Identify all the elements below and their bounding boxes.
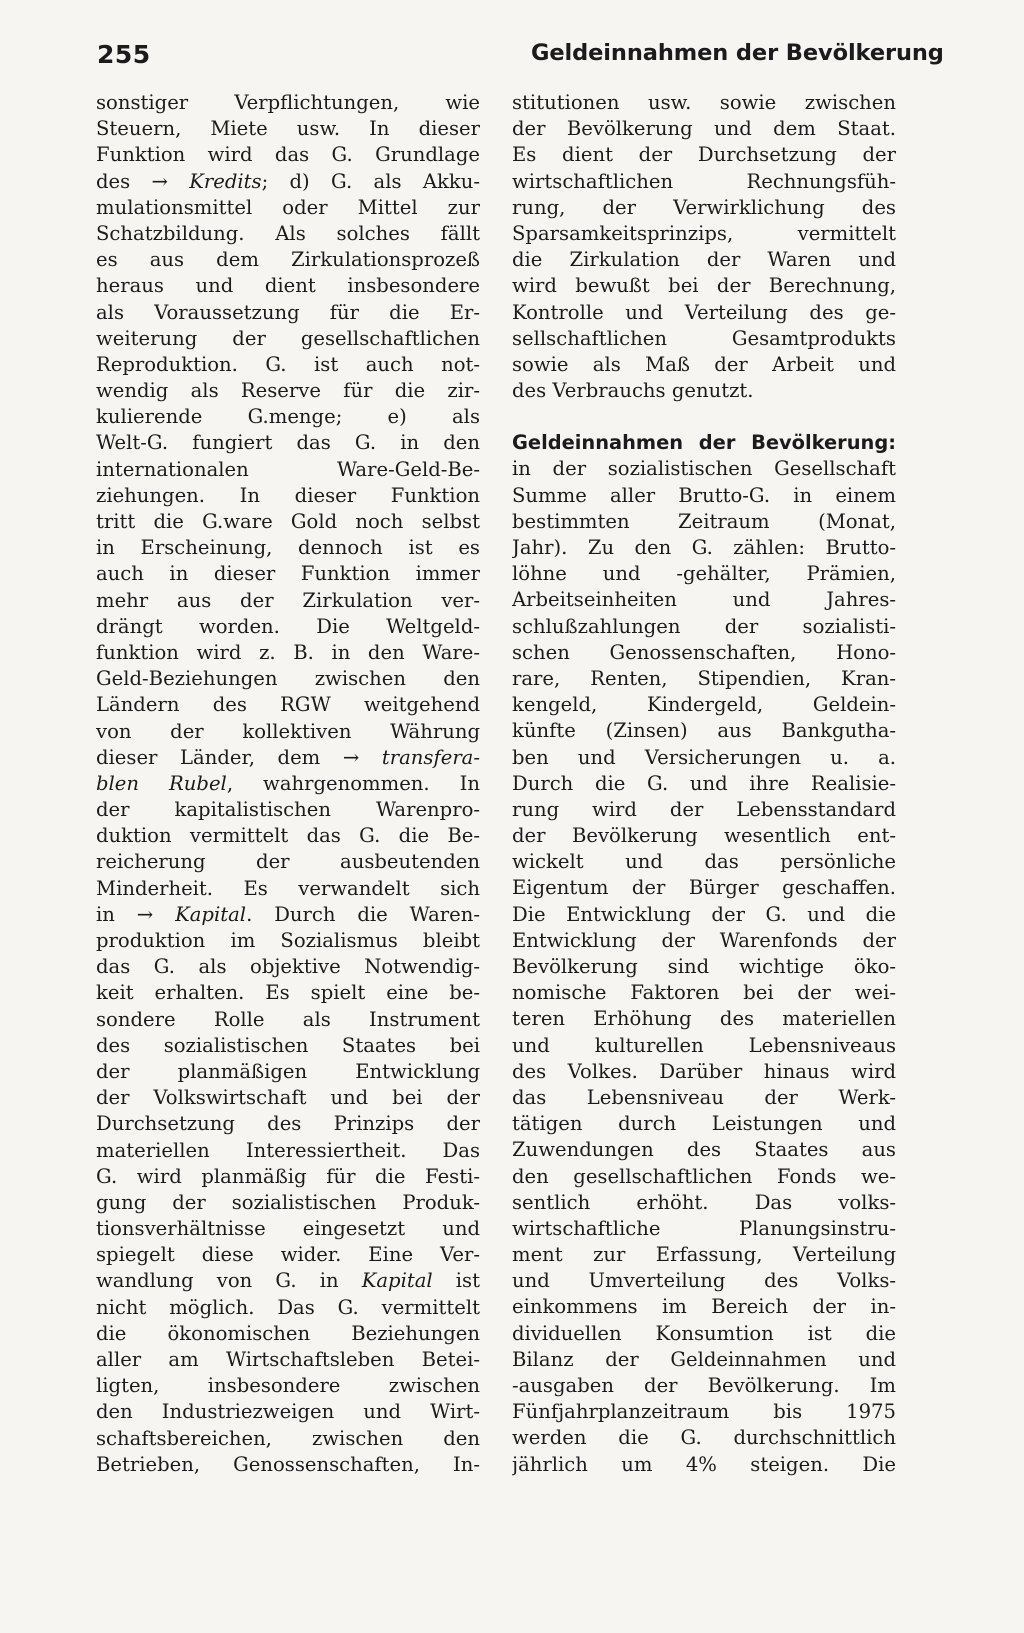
text-line: rung wird der Lebensstandard bbox=[512, 797, 896, 821]
text-line: in der sozialistischen Gesellschaft bbox=[512, 457, 896, 481]
text-line: Jahr). Zu den G. zählen: Brutto- bbox=[512, 536, 896, 559]
right-column bbox=[512, 90, 896, 1478]
text-line: rung, der Verwirklichung des bbox=[512, 195, 896, 219]
text-line: der planmäßigen Entwicklung bbox=[96, 1059, 480, 1083]
text-line: weiterung der gesellschaftlichen bbox=[96, 326, 480, 350]
text-line: der Bevölkerung wesentlich ent- bbox=[512, 824, 896, 848]
text-line: Es dient der Durchsetzung der bbox=[512, 143, 896, 167]
text-line: gung der sozialistischen Produk- bbox=[96, 1190, 480, 1214]
text-line: jährlich um 4% steigen. Die bbox=[512, 1452, 896, 1476]
text-line: tritt die G.ware Gold noch selbst bbox=[96, 510, 480, 533]
text-line: des → Kredits; d) G. als Akku- bbox=[96, 169, 480, 193]
text-line: einkommens im Bereich der in- bbox=[512, 1295, 896, 1319]
text-line: die ökonomischen Beziehungen bbox=[96, 1321, 480, 1345]
text-line: nomische Faktoren bei der wei- bbox=[512, 981, 896, 1005]
text-line: von der kollektiven Währung bbox=[96, 719, 480, 743]
text-line: materiellen Interessiertheit. Das bbox=[96, 1138, 480, 1162]
left-column bbox=[96, 90, 480, 1478]
text-line: löhne und -gehälter, Prämien, bbox=[512, 562, 896, 586]
text-line: in → Kapital. Durch die Waren- bbox=[96, 902, 480, 926]
text-line: das G. als objektive Notwendig- bbox=[96, 955, 480, 979]
text-line: G. wird planmäßig für die Festi- bbox=[96, 1164, 480, 1188]
text-line: wandlung von G. in Kapital ist bbox=[96, 1269, 480, 1293]
text-line: Entwicklung der Warenfonds der bbox=[512, 928, 896, 952]
text-line: Bevölkerung sind wichtige öko- bbox=[512, 955, 896, 978]
text-line: Durchsetzung des Prinzips der bbox=[96, 1112, 480, 1136]
text-line: blen Rubel, wahrgenommen. In bbox=[96, 771, 480, 795]
text-line: Sparsamkeitsprinzips, vermittelt bbox=[512, 221, 896, 245]
text-line: stitutionen usw. sowie zwischen bbox=[512, 91, 896, 114]
entry-body bbox=[512, 456, 896, 1477]
text-line: aller am Wirtschaftsleben Betei- bbox=[96, 1348, 480, 1371]
text-line: Fünfjahrplanzeitraum bis 1975 bbox=[512, 1400, 896, 1424]
text-line: als Voraussetzung für die Er- bbox=[96, 300, 480, 324]
text-line: dividuellen Konsumtion ist die bbox=[512, 1321, 896, 1345]
text-line: sondere Rolle als Instrument bbox=[96, 1007, 480, 1031]
text-line: ligten, insbesondere zwischen bbox=[96, 1374, 480, 1398]
text-line: kengeld, Kindergeld, Geldein- bbox=[512, 693, 896, 717]
text-line: Die Entwicklung der G. und die bbox=[512, 902, 896, 926]
text-line: wirtschaftlichen Rechnungsfüh- bbox=[512, 169, 896, 193]
text-line: teren Erhöhung des materiellen bbox=[512, 1007, 896, 1031]
text-line: den Industriezweigen und Wirt- bbox=[96, 1400, 480, 1424]
text-line: Summe aller Brutto-G. in einem bbox=[512, 483, 896, 507]
text-line: ben und Versicherungen u. a. bbox=[512, 745, 896, 769]
text-line: werden die G. durchschnittlich bbox=[512, 1426, 896, 1450]
text-line: wendig als Reserve für die zir- bbox=[96, 379, 480, 403]
entry-headword: Geldeinnahmen der Bevölkerung: bbox=[512, 431, 896, 455]
text-line: Betrieben, Genossenschaften, In- bbox=[96, 1452, 480, 1476]
text-line: Geld-Beziehungen zwischen den bbox=[96, 667, 480, 691]
text-line: in Erscheinung, dennoch ist es bbox=[96, 536, 480, 560]
text-line: heraus und dient insbesondere bbox=[96, 274, 480, 298]
text-line: es aus dem Zirkulationsprozeß bbox=[96, 248, 480, 272]
text-line: kulierende G.menge; e) als bbox=[96, 405, 480, 429]
text-line: ziehungen. In dieser Funktion bbox=[96, 483, 480, 507]
text-line: schen Genossenschaften, Hono- bbox=[512, 640, 896, 664]
text-line: den gesellschaftlichen Fonds we- bbox=[512, 1164, 896, 1188]
text-line: des Volkes. Darüber hinaus wird bbox=[512, 1059, 896, 1083]
text-line: dieser Länder, dem → transfera- bbox=[96, 745, 480, 769]
text-line: Welt-G. fungiert das G. in den bbox=[96, 431, 480, 455]
text-line: sentlich erhöht. Das volks- bbox=[512, 1190, 896, 1214]
text-line: künfte (Zinsen) aus Bankgutha- bbox=[512, 719, 896, 743]
text-line: Arbeitseinheiten und Jahres- bbox=[512, 588, 896, 612]
text-line: der Volkswirtschaft und bei der bbox=[96, 1086, 480, 1110]
running-head: Geldeinnahmen der Bevölkerung bbox=[531, 40, 944, 66]
text-line: sonstiger Verpflichtungen, wie bbox=[96, 91, 480, 114]
page-number: 255 bbox=[97, 40, 151, 69]
text-line: sellschaftlichen Gesamtprodukts bbox=[512, 326, 896, 350]
text-line: Eigentum der Bürger geschaffen. bbox=[512, 876, 896, 900]
text-line: und Umverteilung des Volks- bbox=[512, 1269, 896, 1293]
text-line: des sozialistischen Staates bei bbox=[96, 1033, 480, 1057]
text-line: rare, Renten, Stipendien, Kran- bbox=[512, 666, 896, 690]
text-line: tätigen durch Leistungen und bbox=[512, 1112, 896, 1136]
text-line: spiegelt diese wider. Eine Ver- bbox=[96, 1243, 480, 1267]
text-line: funktion wird z. B. in den Ware- bbox=[96, 640, 480, 664]
text-line: Reproduktion. G. ist auch not- bbox=[96, 352, 480, 376]
text-line: Ländern des RGW weitgehend bbox=[96, 693, 480, 717]
text-line: mulationsmittel oder Mittel zur bbox=[96, 195, 480, 219]
text-line: der kapitalistischen Warenpro- bbox=[96, 798, 480, 822]
text-line: und kulturellen Lebensniveaus bbox=[512, 1033, 896, 1057]
text-line: mehr aus der Zirkulation ver- bbox=[96, 588, 480, 612]
text-line: reicherung der ausbeutenden bbox=[96, 850, 480, 874]
paragraph-gap bbox=[512, 404, 896, 430]
text-line: ment zur Erfassung, Verteilung bbox=[512, 1243, 896, 1267]
text-line: Steuern, Miete usw. In dieser bbox=[96, 117, 480, 141]
text-line: die Zirkulation der Waren und bbox=[512, 248, 896, 272]
text-line: Schatzbildung. Als solches fällt bbox=[96, 221, 480, 245]
text-line: Durch die G. und ihre Realisie- bbox=[512, 771, 896, 795]
text-line: schaftsbereichen, zwischen den bbox=[96, 1426, 480, 1450]
entry-heading-line bbox=[512, 430, 896, 456]
text-line: der Bevölkerung und dem Staat. bbox=[512, 117, 896, 141]
text-line: keit erhalten. Es spielt eine be- bbox=[96, 981, 480, 1005]
text-line: tionsverhältnisse eingesetzt und bbox=[96, 1217, 480, 1241]
text-line: Kontrolle und Verteilung des ge- bbox=[512, 300, 896, 324]
text-line: nicht möglich. Das G. vermittelt bbox=[96, 1295, 480, 1319]
text-line: sowie als Maß der Arbeit und bbox=[512, 352, 896, 376]
text-line: internationalen Ware-Geld-Be- bbox=[96, 457, 480, 481]
text-line: wirtschaftliche Planungsinstru- bbox=[512, 1216, 896, 1240]
text-line: -ausgaben der Bevölkerung. Im bbox=[512, 1374, 896, 1397]
text-line: bestimmten Zeitraum (Monat, bbox=[512, 509, 896, 533]
text-line: wickelt und das persönliche bbox=[512, 850, 896, 874]
text-line: drängt worden. Die Weltgeld- bbox=[96, 614, 480, 638]
text-line: duktion vermittelt das G. die Be- bbox=[96, 824, 480, 848]
text-line: schlußzahlungen der sozialisti- bbox=[512, 614, 896, 638]
text-line: des Verbrauchs genutzt. bbox=[512, 379, 754, 403]
text-line: Zuwendungen des Staates aus bbox=[512, 1138, 896, 1162]
right-column-continuation bbox=[512, 90, 896, 404]
text-line: Minderheit. Es verwandelt sich bbox=[96, 876, 480, 900]
text-line: produktion im Sozialismus bleibt bbox=[96, 929, 480, 952]
text-line: das Lebensniveau der Werk- bbox=[512, 1085, 896, 1109]
text-line: Funktion wird das G. Grundlage bbox=[96, 143, 480, 167]
text-line: auch in dieser Funktion immer bbox=[96, 562, 480, 586]
text-line: Bilanz der Geldeinnahmen und bbox=[512, 1347, 896, 1371]
text-line: wird bewußt bei der Berechnung, bbox=[512, 274, 896, 298]
